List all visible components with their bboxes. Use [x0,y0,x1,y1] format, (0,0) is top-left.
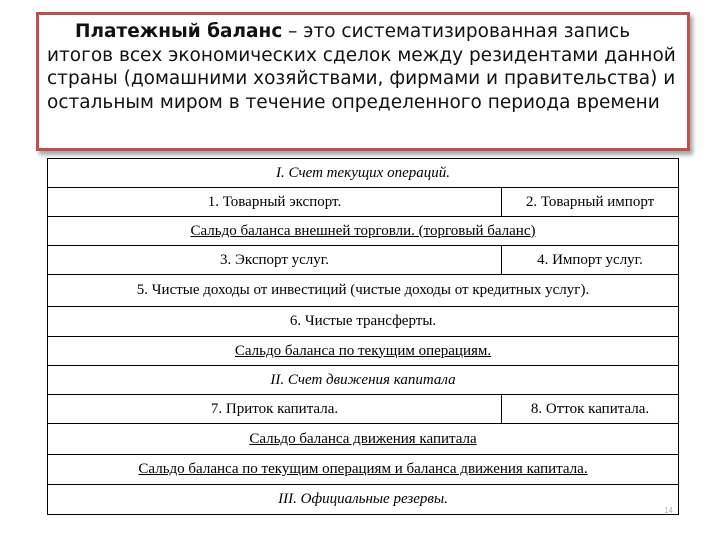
net-transfers: 6. Чистые трансферты. [289,313,437,329]
table-cell [502,188,678,216]
current-account-balance: Сальдо баланса по текущим операциям. [234,342,492,359]
section-title-current-account: I. Счет текущих операций. [275,164,450,181]
total-balance: Сальдо баланса по текущим операциям и баланса движения капитала. [138,461,588,477]
definition-box [36,12,690,151]
table-cell [48,395,502,423]
capital-outflow: 8. Отток капитала. [530,400,650,417]
table-row [48,159,678,188]
table-row [48,337,678,366]
capital-account-balance: Сальдо баланса движения капитала [249,430,477,447]
table-row [48,307,678,337]
table-row [48,246,678,275]
section-title-official-reserves: III. Официальные резервы. [278,490,448,507]
section-title-capital-account: II. Счет движения капитала [270,371,456,388]
page-number: 14 [664,506,673,515]
table-cell [48,246,502,274]
table-row [48,395,678,424]
table-cell [48,188,502,216]
table-row [48,424,678,455]
table-cell [502,395,678,423]
trade-balance: Сальдо баланса внешней торговли. (торговый баланс) [190,222,536,239]
goods-export: 1. Товарный экспорт. [207,193,342,210]
table-row [48,455,678,485]
services-import: 4. Импорт услуг. [537,251,643,268]
table-cell [502,246,678,274]
goods-import: 2. Товарный импорт [525,193,655,210]
definition-term: Платежный баланс [75,21,283,42]
table-row [48,217,678,246]
net-investment-income: 5. Чистые доходы от инвестиций (чистые доходы от кредитных услуг). [136,282,590,298]
balance-of-payments-table [47,158,679,515]
table-row [48,366,678,395]
table-row [48,485,678,513]
table-row [48,275,678,307]
table-row [48,188,678,217]
services-export: 3. Экспорт услуг. [220,251,329,268]
capital-inflow: 7. Приток капитала. [210,400,339,417]
definition-text: – это систематизированная запись итогов всех экономических сделок между резидентами данной страны (домашними хозяйствами, фирмами и правительства) и остальным миром в течение определенного периода времени [47,21,676,113]
